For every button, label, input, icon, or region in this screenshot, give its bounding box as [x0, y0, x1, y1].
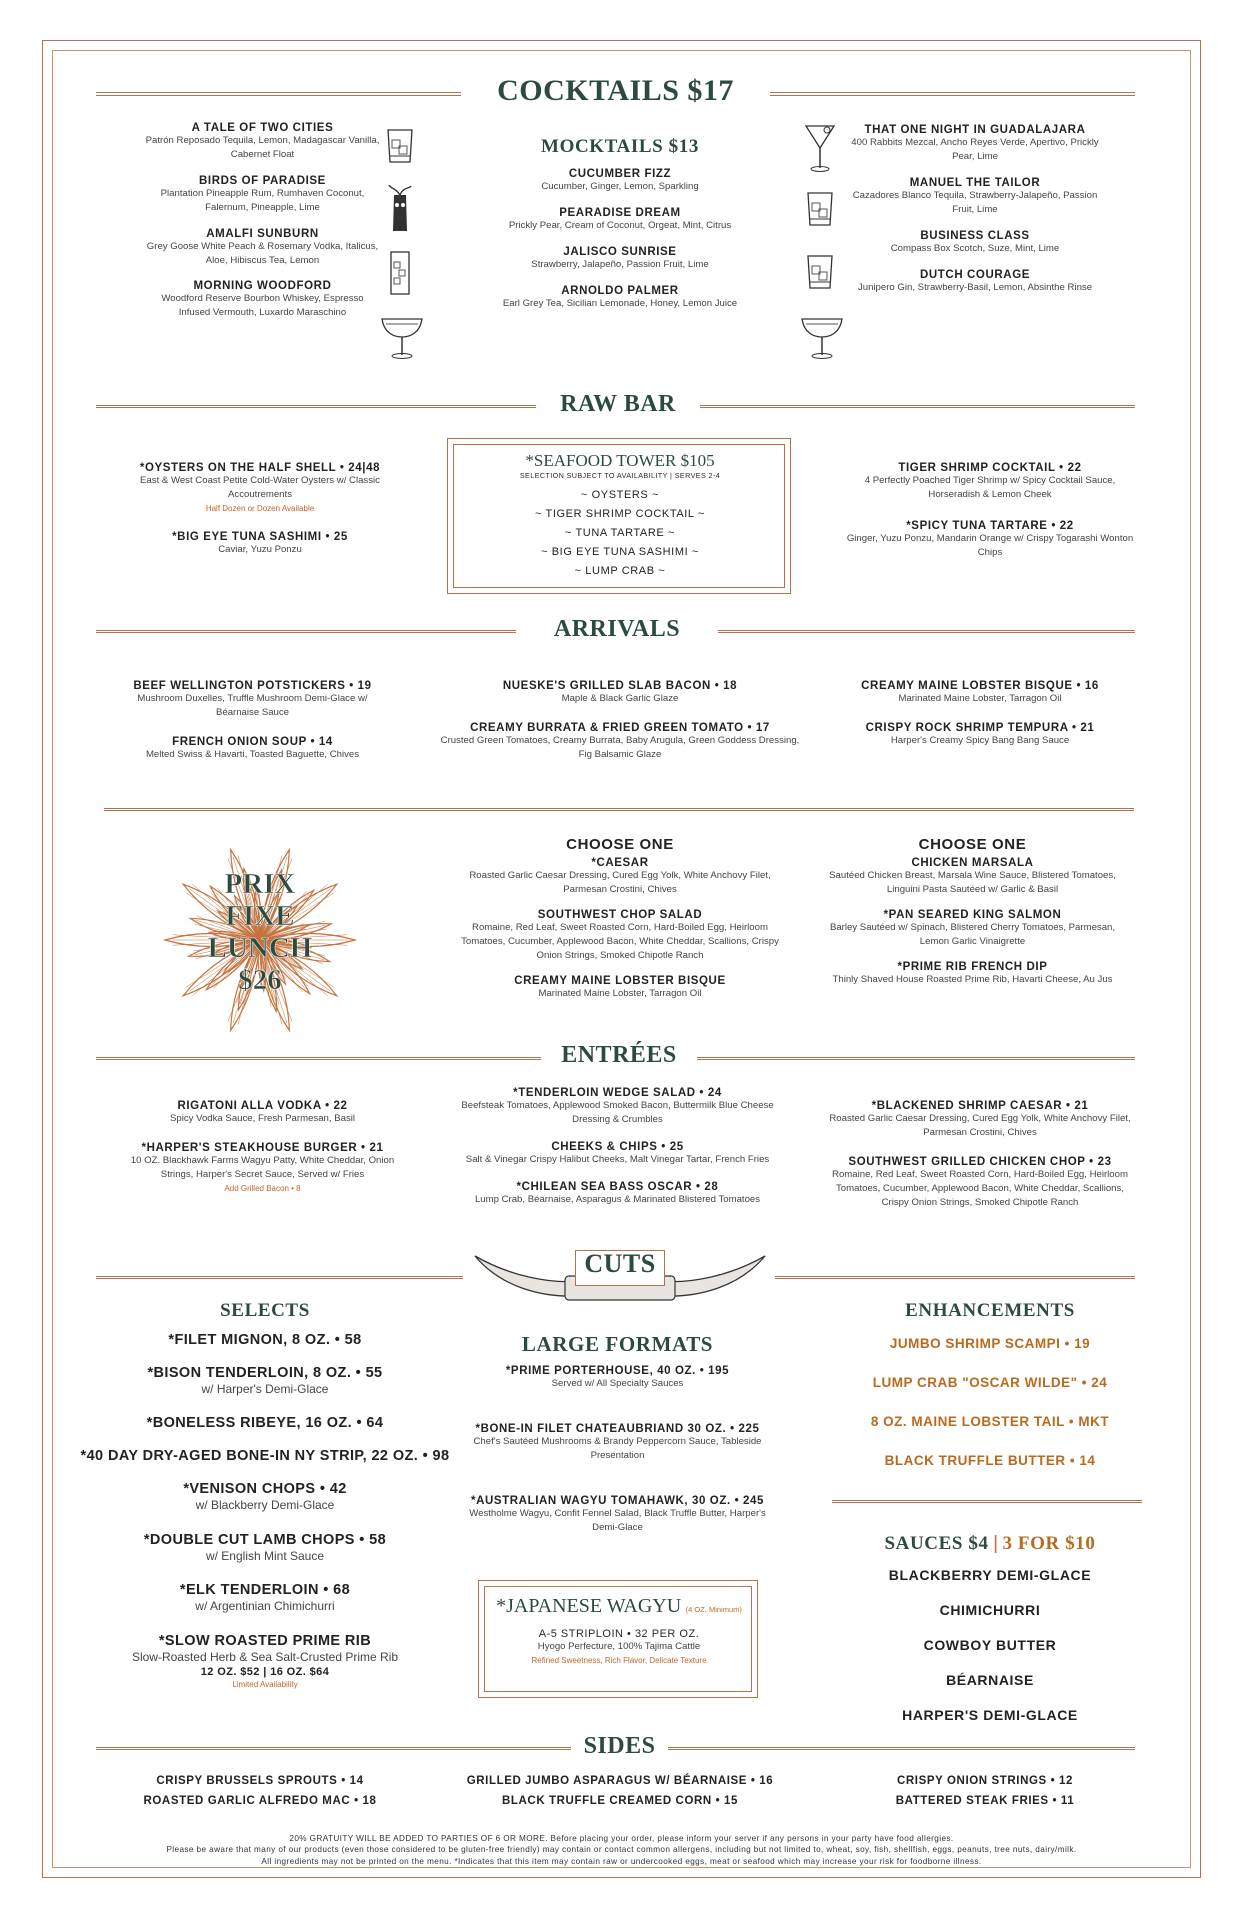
item-name: JALISCO SUNRISE: [563, 245, 677, 258]
item-name: SOUTHWEST GRILLED CHICKEN CHOP • 23: [848, 1155, 1112, 1168]
divider: [697, 1057, 1135, 1060]
item-name: *FILET MIGNON, 8 OZ. • 58: [168, 1332, 362, 1348]
prix-fixe-badge-text: FIXE: [225, 900, 295, 932]
divider: [700, 405, 1135, 408]
menu-item: [445, 1141, 790, 1167]
item-note: Half Dozen or Dozen Available: [205, 503, 315, 513]
item-name: *PRIME PORTERHOUSE, 40 OZ. • 195: [505, 1365, 730, 1377]
cocktails-left-column: [145, 122, 380, 333]
divider: [96, 1276, 463, 1279]
item-name: TIGER SHRIMP COCKTAIL • 22: [898, 462, 1082, 474]
item-name: SOUTHWEST CHOP SALAD: [537, 908, 703, 921]
mocktails-column: [470, 136, 770, 324]
item-description: Compass Box Scotch, Suze, Mint, Lime: [890, 242, 1060, 254]
entrees-right-column: [825, 1100, 1135, 1226]
item-name: CHICKEN MARSALA: [911, 857, 1034, 869]
menu-item: [825, 961, 1120, 987]
item-name: RIGATONI ALLA VODKA • 22: [177, 1100, 348, 1112]
menu-item: [145, 122, 380, 162]
menu-item: [130, 462, 390, 513]
sauce-item: COWBOY BUTTER: [923, 1637, 1057, 1653]
enhancement-item: LUMP CRAB "OSCAR WILDE" • 24: [872, 1375, 1108, 1390]
item-description: Cucumber, Ginger, Lemon, Sparkling: [541, 181, 699, 192]
coupe-glass-icon: [800, 311, 840, 374]
item-description: Spicy Vodka Sauce, Fresh Parmesan, Basil: [169, 1113, 356, 1124]
menu-item: [145, 228, 380, 268]
item-name: *CAESAR: [591, 857, 649, 869]
item-name: NUESKE'S GRILLED SLAB BACON • 18: [502, 680, 738, 692]
menu-item: [455, 857, 785, 897]
item-description: w/ Harper's Demi-Glace: [201, 1382, 329, 1396]
footer-line: All ingredients may not be printed on the menu. *Indicates that this item may contain raw or undercooked eggs, meat or seafood which may increase your risk for foodborne illness.: [261, 1856, 982, 1866]
menu-item: [75, 1332, 455, 1348]
rocks-glass-icon: [380, 122, 420, 185]
menu-item: [455, 909, 785, 963]
menu-item: [850, 124, 1100, 164]
item-description: Cazadores Blanco Tequila, Strawberry-Jalapeño, Passion Fruit, Lime: [852, 189, 1098, 215]
item-name: CREAMY MAINE LOBSTER BISQUE: [514, 974, 726, 987]
divider: [96, 405, 536, 408]
menu-item: [445, 1087, 790, 1127]
sides-center-column: [440, 1775, 800, 1815]
menu-item: [75, 1365, 455, 1398]
menu-item: [845, 680, 1115, 706]
menu-item: [115, 736, 390, 762]
item-name: *HARPER'S STEAKHOUSE BURGER • 21: [141, 1141, 384, 1154]
menu-item: [125, 1100, 400, 1126]
item-name: CREAMY MAINE LOBSTER BISQUE • 16: [861, 680, 1099, 692]
item-name: ARNOLDO PALMER: [561, 284, 679, 297]
item-description: Romaine, Red Leaf, Sweet Roasted Corn, Hard-Boiled Egg, Heirloom Tomatoes, Cucumber, Applewood Bacon, White Cheddar, Scallions, Crispy Onion Strings, Smoked Chipotle Ranch: [832, 1168, 1128, 1208]
item-name: *BISON TENDERLOIN, 8 OZ. • 55: [147, 1365, 383, 1381]
menu-item: [850, 177, 1100, 217]
item-name: *PRIME RIB FRENCH DIP: [897, 960, 1048, 973]
item-name: A TALE OF TWO CITIES: [191, 122, 334, 134]
item-note: Limited Availability: [232, 1679, 298, 1689]
divider: [104, 808, 1134, 811]
menu-item: [460, 1365, 775, 1391]
sides-left-column: [120, 1775, 400, 1815]
item-name: CUCUMBER FIZZ: [568, 168, 672, 180]
enhancement-item: BLACK TRUFFLE BUTTER • 14: [884, 1453, 1096, 1468]
item-name: *BIG EYE TUNA SASHIMI • 25: [172, 530, 348, 543]
item-description: Mushroom Duxelles, Truffle Mushroom Demi-Glace w/ Béarnaise Sauce: [137, 693, 368, 718]
item-description: Sautéed Chicken Breast, Marsala Wine Sauce, Blistered Tomatoes, Linguini Pasta Sautéed w/ Garlic & Basil: [829, 870, 1116, 895]
selects-column: [75, 1300, 455, 1706]
footer-line: Please be aware that many of our products (even those considered to be gluten-free friendly) may contain or contact common allergens, including but not limited to, wheat, soy, fish, shellfish, eggs, peanuts, tree nuts, dairy/milk.: [166, 1845, 1077, 1855]
item-name: MORNING WOODFORD: [193, 280, 332, 293]
enhancements-title: ENHANCEMENTS: [905, 1300, 1075, 1321]
choose-one-title: CHOOSE ONE: [918, 836, 1027, 853]
item-name: *BLACKENED SHRIMP CAESAR • 21: [871, 1100, 1089, 1112]
cocktails-right-column: [850, 124, 1100, 307]
menu-item: [440, 722, 800, 762]
footer-disclaimer: [90, 1833, 1153, 1867]
cocktail-glass-icon: [800, 122, 840, 185]
item-description: 10 OZ. Blackhawk Farms Wagyu Patty, White Cheddar, Onion Strings, Harper's Secret Sauce, Served w/ Fries: [130, 1154, 395, 1180]
entrees-center-column: [445, 1087, 790, 1221]
menu-item: [850, 269, 1100, 295]
item-name: *40 DAY DRY-AGED BONE-IN NY STRIP, 22 OZ. • 98: [80, 1448, 450, 1465]
item-description: Prickly Pear, Cream of Coconut, Orgeat, Mint, Citrus: [508, 219, 732, 231]
item-name: FRENCH ONION SOUP • 14: [172, 735, 333, 748]
enhancement-item: JUMBO SHRIMP SCAMPI • 19: [889, 1336, 1091, 1351]
menu-item: [470, 246, 770, 272]
enhancement-item: 8 OZ. MAINE LOBSTER TAIL • MKT: [870, 1414, 1110, 1429]
cocktails-right-icons: [800, 122, 840, 374]
item-name: *PAN SEARED KING SALMON: [883, 908, 1062, 921]
seafood-tower-subtitle: SELECTION SUBJECT TO AVAILABILITY | SERVES 2-4: [519, 471, 721, 480]
wagyu-note: Refined Sweetness, Rich Flavor, Delicate Texture: [531, 1655, 707, 1665]
menu-item: [130, 531, 390, 557]
wagyu-price: A-5 STRIPLOIN • 32 PER OZ.: [538, 1628, 700, 1640]
menu-item: [825, 857, 1120, 897]
tower-item: ~ TIGER SHRIMP COCKTAIL ~: [535, 508, 705, 520]
rocks-glass-icon: [800, 248, 840, 311]
cocktails-title: COCKTAILS $17: [497, 74, 734, 107]
tower-item: ~ LUMP CRAB ~: [574, 565, 666, 577]
large-formats-title: LARGE FORMATS: [521, 1332, 714, 1356]
item-name: *VENISON CHOPS • 42: [183, 1481, 347, 1498]
item-name: *BONE-IN FILET CHATEAUBRIAND 30 OZ. • 225: [475, 1422, 760, 1435]
divider: [96, 92, 461, 96]
menu-item: [470, 285, 770, 311]
menu-item: [145, 280, 380, 320]
coupe-glass-icon: [380, 311, 420, 374]
item-name: BUSINESS CLASS: [920, 229, 1030, 242]
item-name: *CHILEAN SEA BASS OSCAR • 28: [516, 1180, 719, 1193]
side-item: BLACK TRUFFLE CREAMED CORN • 15: [501, 1795, 739, 1807]
large-formats-column: [460, 1332, 775, 1567]
japanese-wagyu-box: [478, 1580, 758, 1698]
item-name: THAT ONE NIGHT IN GUADALAJARA: [864, 124, 1086, 136]
menu-item: [825, 909, 1120, 949]
side-item: GRILLED JUMBO ASPARAGUS W/ BÉARNAISE • 16: [466, 1775, 774, 1787]
entrees-left-column: [125, 1100, 400, 1209]
entrees-title: ENTRÉES: [561, 1042, 677, 1068]
prix-fixe-choice-two: [825, 836, 1120, 999]
tower-item: ~ OYSTERS ~: [580, 489, 660, 501]
sides-right-column: [850, 1775, 1120, 1815]
item-description: Maple & Black Garlic Glaze: [561, 693, 679, 704]
item-description: Slow-Roasted Herb & Sea Salt-Crusted Prime Rib: [131, 1649, 399, 1664]
prix-fixe-badge-text: LUNCH: [207, 932, 313, 964]
item-description: Earl Grey Tea, Sicilian Lemonade, Honey, Lemon Juice: [502, 297, 738, 309]
divider: [96, 630, 516, 633]
menu-item: [115, 680, 390, 720]
item-description: Served w/ All Specialty Sauces: [551, 1378, 684, 1389]
selects-title: SELECTS: [220, 1300, 310, 1321]
wagyu-title: *JAPANESE WAGYU: [496, 1595, 682, 1617]
item-description: Salt & Vinegar Crispy Halibut Cheeks, Malt Vinegar Tartar, French Fries: [465, 1153, 770, 1165]
divider: [770, 92, 1135, 96]
item-description: Woodford Reserve Bourbon Whiskey, Espresso Infused Vermouth, Luxardo Maraschino: [161, 293, 364, 319]
item-description: Ginger, Yuzu Ponzu, Mandarin Orange w/ Crispy Togarashi Wonton Chips: [846, 532, 1134, 558]
menu-item: [825, 1156, 1135, 1210]
sauces-column: SAUCES $4 | 3 FOR $10 BLACKBERRY DEMI-GLACE CHIMICHURRI COWBOY BUTTER BÉARNAISE HARPER'S DEMI-GLACE: [840, 1533, 1140, 1742]
wagyu-desc: Hyogo Perfecture, 100% Tajima Cattle: [537, 1641, 701, 1652]
menu-item: [455, 975, 785, 1001]
item-description: Westholme Wagyu, Confit Fennel Salad, Black Truffle Butter, Harper's Demi-Glace: [469, 1507, 766, 1533]
item-name: BIRDS OF PARADISE: [199, 174, 326, 187]
menu-item: [845, 722, 1115, 748]
item-description: Marinated Maine Lobster, Tarragon Oil: [898, 693, 1062, 704]
item-name: CREAMY BURRATA & FRIED GREEN TOMATO • 17: [470, 721, 770, 734]
sauces-title: SAUCES $4: [884, 1533, 989, 1554]
item-name: *AUSTRALIAN WAGYU TOMAHAWK, 30 OZ. • 245: [471, 1494, 764, 1507]
item-name: CHEEKS & CHIPS • 25: [551, 1140, 684, 1153]
menu-item: [75, 1532, 455, 1565]
item-name: *SPICY TUNA TARTARE • 22: [906, 519, 1074, 532]
item-description: Grey Goose White Peach & Rosemary Vodka, Italicus, Aloe, Hibiscus Tea, Lemon: [146, 240, 379, 266]
menu-item: [825, 1100, 1135, 1140]
tower-item: ~ BIG EYE TUNA SASHIMI ~: [541, 546, 699, 558]
wagyu-minimum: (4 OZ. Minimum): [685, 1605, 742, 1614]
item-description: w/ Argentinian Chimichurri: [195, 1599, 335, 1614]
sauce-item: BLACKBERRY DEMI-GLACE: [888, 1567, 1092, 1583]
item-name: *OYSTERS ON THE HALF SHELL • 24|48: [139, 462, 381, 474]
divider: [775, 1276, 1135, 1279]
menu-item: [840, 520, 1140, 560]
arrivals-title: ARRIVALS: [553, 616, 681, 642]
cocktails-left-icons: [380, 122, 420, 374]
raw-bar-right-column: [840, 462, 1140, 578]
menu-item: [75, 1448, 455, 1464]
item-name: BEEF WELLINGTON POTSTICKERS • 19: [133, 680, 372, 692]
rocks-glass-icon: [800, 185, 840, 248]
item-name: DUTCH COURAGE: [919, 268, 1031, 281]
menu-item: [75, 1633, 455, 1689]
item-description: Patrón Reposado Tequila, Lemon, Madagascar Vanilla, Cabernet Float: [145, 135, 380, 160]
arrivals-right-column: [845, 680, 1115, 764]
divider: [96, 1057, 541, 1060]
item-description: Melted Swiss & Havarti, Toasted Baguette, Chives: [145, 748, 360, 760]
tower-item: ~ TUNA TARTARE ~: [564, 527, 676, 539]
item-description: 400 Rabbits Mezcal, Ancho Reyes Verde, Apertivo, Prickly Pear, Lime: [851, 137, 1099, 162]
prix-fixe-badge-text: PRIX: [224, 868, 296, 900]
menu-item: [840, 462, 1140, 502]
item-name: *ELK TENDERLOIN • 68: [179, 1582, 351, 1599]
item-description: Junipero Gin, Strawberry-Basil, Lemon, Absinthe Rinse: [857, 281, 1093, 293]
item-description: 4 Perfectly Poached Tiger Shrimp w/ Spicy Cocktail Sauce, Horseradish & Lemon Cheek: [864, 475, 1116, 500]
side-item: CRISPY BRUSSELS SPROUTS • 14: [156, 1775, 364, 1787]
choose-one-title: CHOOSE ONE: [566, 836, 674, 853]
arrivals-center-column: [440, 680, 800, 778]
side-item: CRISPY ONION STRINGS • 12: [896, 1775, 1074, 1787]
item-description: Roasted Garlic Caesar Dressing, Cured Egg Yolk, White Anchovy Filet, Parmesan Crostini, Chives: [829, 1113, 1131, 1138]
menu-item: [470, 168, 770, 194]
item-description: w/ Blackberry Demi-Glace: [195, 1498, 335, 1513]
item-name: *DOUBLE CUT LAMB CHOPS • 58: [143, 1531, 387, 1548]
divider: [96, 1747, 571, 1750]
item-description: Beefsteak Tomatoes, Applewood Smoked Bacon, Buttermilk Blue Cheese Dressing & Crumbles: [461, 1100, 774, 1125]
sauce-item: CHIMICHURRI: [939, 1602, 1041, 1618]
item-name: CRISPY ROCK SHRIMP TEMPURA • 21: [865, 721, 1095, 734]
enhancements-column: [840, 1300, 1140, 1492]
side-item: ROASTED GARLIC ALFREDO MAC • 18: [143, 1795, 377, 1807]
item-price-options: 12 OZ. $52 | 16 OZ. $64: [200, 1665, 330, 1678]
seafood-tower-box: [447, 438, 791, 594]
item-description: Strawberry, Jalapeño, Passion Fruit, Lime: [531, 258, 709, 270]
highball-glass-icon: [380, 248, 420, 311]
sauces-deal: 3 FOR $10: [1002, 1533, 1096, 1554]
item-description: Romaine, Red Leaf, Sweet Roasted Corn, Hard-Boiled Egg, Heirloom Tomatoes, Cucumber, Applewood Bacon, White Cheddar, Scallions, Crispy Onion Strings, Smoked Chipotle Ranch: [461, 921, 779, 961]
item-description: Plantation Pineapple Rum, Rumhaven Coconut, Falernum, Pineapple, Lime: [160, 187, 365, 213]
item-description: w/ English Mint Sauce: [205, 1548, 325, 1563]
item-description: Crusted Green Tomatoes, Creamy Burrata, Baby Arugula, Green Goddess Dressing, Fig Balsamic Glaze: [440, 734, 800, 760]
item-description: Barley Sautéed w/ Spinach, Blistered Cherry Tomatoes, Parmesan, Lemon Garlic Vinaigrette: [829, 921, 1116, 947]
item-name: *SLOW ROASTED PRIME RIB: [158, 1632, 372, 1649]
item-description: Chef's Sautéed Mushrooms & Brandy Peppercorn Sauce, Tableside Presentation: [473, 1435, 762, 1461]
item-name: MANUEL THE TAILOR: [909, 176, 1041, 189]
item-name: PEARADISE DREAM: [559, 206, 681, 219]
raw-bar-title: RAW BAR: [560, 391, 676, 417]
menu-item: [460, 1423, 775, 1463]
item-name: AMALFI SUNBURN: [206, 227, 319, 240]
arrivals-left-column: [115, 680, 390, 778]
raw-bar-left-column: [130, 462, 390, 575]
mocktails-title: MOCKTAILS $13: [541, 136, 699, 157]
menu-item: [75, 1415, 455, 1431]
item-name: *TENDERLOIN WEDGE SALAD • 24: [513, 1087, 722, 1099]
menu-item: [470, 207, 770, 233]
item-description: Roasted Garlic Caesar Dressing, Cured Egg Yolk, White Anchovy Filet, Parmesan Crostini, Chives: [469, 870, 771, 895]
seafood-tower-title: *SEAFOOD TOWER $105: [525, 451, 715, 470]
side-item: BATTERED STEAK FRIES • 11: [895, 1795, 1075, 1807]
menu-item: [440, 680, 800, 706]
divider: [668, 1747, 1135, 1750]
prix-fixe-badge: [160, 840, 360, 1040]
menu-item: [75, 1481, 455, 1514]
item-description: Caviar, Yuzu Ponzu: [218, 543, 302, 555]
menu-item: [125, 1142, 400, 1193]
sides-title: SIDES: [583, 1733, 656, 1759]
menu-item: [75, 1582, 455, 1615]
tiki-glass-icon: [380, 185, 420, 248]
sauce-item: BÉARNAISE: [946, 1672, 1034, 1688]
menu-item: [460, 1495, 775, 1535]
menu-item: [850, 230, 1100, 256]
prix-fixe-choice-one: [455, 836, 785, 1012]
item-description: Marinated Maine Lobster, Tarragon Oil: [538, 987, 702, 999]
item-description: Thinly Shaved House Roasted Prime Rib, Havarti Cheese, Au Jus: [832, 973, 1113, 985]
menu-item: [145, 175, 380, 215]
cuts-title: CUTS: [584, 1249, 656, 1278]
item-name: *BONELESS RIBEYE, 16 OZ. • 64: [146, 1415, 384, 1432]
prix-fixe-badge-text: $26: [238, 964, 282, 996]
divider: [832, 1500, 1142, 1503]
item-note: Add Grilled Bacon • 8: [224, 1183, 301, 1193]
item-description: East & West Coast Petite Cold-Water Oysters w/ Classic Accoutrements: [140, 475, 380, 500]
item-description: Lump Crab, Béarnaise, Asparagus & Marinated Blistered Tomatoes: [474, 1193, 761, 1205]
divider: [718, 630, 1135, 633]
footer-line: 20% GRATUITY WILL BE ADDED TO PARTIES OF 6 OR MORE. Before placing your order, please inform your server if any persons in your party have food allergies.: [289, 1834, 954, 1843]
sauce-item: HARPER'S DEMI-GLACE: [902, 1707, 1078, 1723]
menu-item: [445, 1181, 790, 1207]
item-description: Harper's Creamy Spicy Bang Bang Sauce: [890, 734, 1070, 746]
